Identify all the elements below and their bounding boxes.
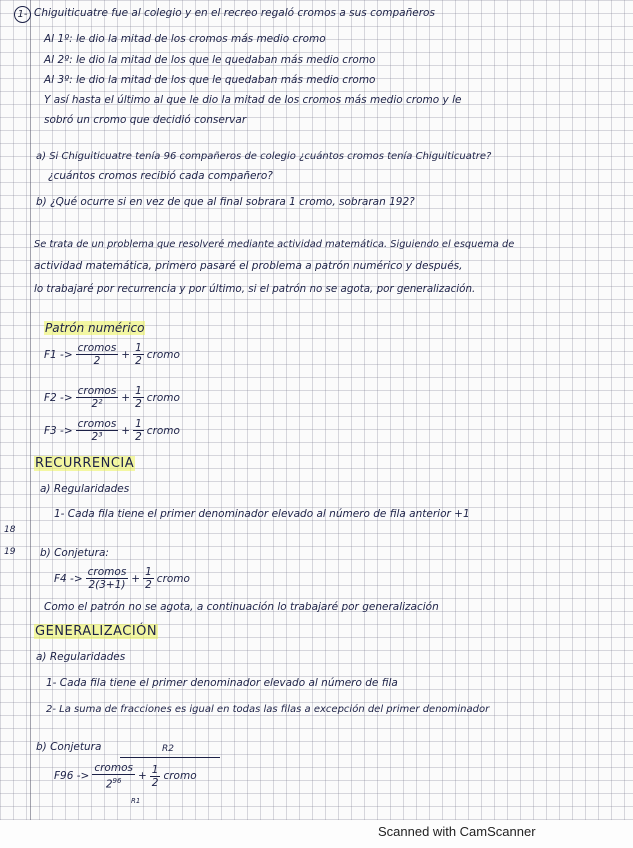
question-a-line-1: a) Si Chiguiticuatre tenía 96 compañeros de colegio ¿cuántos cromos tenía Chiguiticuatre? <box>36 151 492 162</box>
patron-row-2-num: cromos <box>77 385 117 397</box>
recurrencia-conj-label: F4 -> <box>54 572 83 585</box>
patron-row-1-den: 2 <box>93 355 101 367</box>
patron-row-1-unit: cromo <box>146 348 180 361</box>
recurrencia-title <box>34 456 135 471</box>
generalizacion-conj <box>54 762 197 791</box>
problem-line-4: Al 3º: le dio la mitad de los que le quedaban más medio cromo <box>44 74 376 86</box>
recurrencia-conclusion: Como el patrón no se agota, a continuación lo trabajaré por generalización <box>44 601 439 613</box>
patron-row-3-half-num: 1 <box>135 418 142 430</box>
problem-line-2: Al 1º: le dio la mitad de los cromos más medio cromo <box>44 33 326 45</box>
generalizacion-conj-label: F96 -> <box>54 770 90 783</box>
recurrencia-reg-title: a) Regularidades <box>40 483 130 495</box>
patron-row-3-num: cromos <box>77 418 117 430</box>
patron-row-1-label: F1 -> <box>44 348 73 361</box>
generalizacion-reg-1: 1- Cada fila tiene el primer denominador elevado al número de fila <box>46 677 398 689</box>
generalizacion-conj-plus: + <box>137 770 147 783</box>
patron-row-2 <box>44 385 180 410</box>
intro-line-1: Se trata de un problema que resolveré mediante actividad matemática. Siguiendo el esquema de <box>34 239 515 250</box>
recurrencia-conj-num: cromos <box>87 566 127 578</box>
generalizacion-conj-half-den: 2 <box>151 776 159 789</box>
recurrencia-conj-den: 2(3+1) <box>88 579 126 591</box>
question-a-line-2: ¿cuántos cromos recibió cada compañero? <box>48 170 273 182</box>
patron-row-2-half-num: 1 <box>135 385 142 397</box>
generalizacion-conj-title: b) Conjetura <box>36 741 102 753</box>
patron-title-text: Patrón numérico <box>45 321 145 335</box>
patron-row-3-unit: cromo <box>146 424 180 437</box>
problem-line-3: Al 2º: le dio la mitad de los que le quedaban más medio cromo <box>44 54 376 66</box>
generalizacion-conj-num: cromos <box>94 762 133 774</box>
patron-row-1-half-num: 1 <box>135 342 142 354</box>
generalizacion-conj-den <box>106 775 122 791</box>
recurrencia-title-text: RECURRENCIA <box>35 456 135 471</box>
recurrencia-conj-title: b) Conjetura: <box>40 547 109 559</box>
side-number-1: 18 <box>4 525 16 535</box>
patron-row-1-half-den: 2 <box>135 355 142 367</box>
recurrencia-conj-unit: cromo <box>156 572 190 585</box>
generalizacion-conj-unit: cromo <box>163 770 197 783</box>
generalizacion-conj-den-base: 2 <box>105 778 113 791</box>
patron-row-2-den: 2² <box>91 398 103 410</box>
problem-line-5: Y así hasta el último al que le dio la mitad de los cromos más medio cromo y le <box>44 94 462 106</box>
generalizacion-reg-2: 2- La suma de fracciones es igual en todas las filas a excepción del primer denominador <box>46 704 490 715</box>
patron-row-3-plus: + <box>121 424 131 437</box>
r2-bracket <box>120 757 220 758</box>
recurrencia-reg-1: 1- Cada fila tiene el primer denominador elevado al número de fila anterior +1 <box>54 508 470 520</box>
generalizacion-reg-title: a) Regularidades <box>36 651 126 663</box>
recurrencia-conj-half-num: 1 <box>145 566 152 578</box>
patron-row-3-label: F3 -> <box>44 424 73 437</box>
patron-row-1-plus: + <box>121 348 131 361</box>
patron-row-2-plus: + <box>121 391 131 404</box>
patron-row-3-den: 2³ <box>91 431 103 443</box>
recurrencia-conj <box>54 566 190 591</box>
problem-line-1: Chiguiticuatre fue al colegio y en el recreo regaló cromos a sus compañeros <box>34 7 435 19</box>
question-b: b) ¿Qué ocurre si en vez de que al final sobrara 1 cromo, sobraran 192? <box>36 196 415 208</box>
generalizacion-r2-label: R2 <box>162 744 174 754</box>
recurrencia-conj-half-den: 2 <box>145 579 152 591</box>
intro-line-3: lo trabajaré por recurrencia y por último, si el patrón no se agota, por generalización. <box>34 283 476 295</box>
margin-line <box>30 0 31 820</box>
generalizacion-title <box>34 624 158 639</box>
generalizacion-r1-label: R1 <box>131 797 141 805</box>
recurrencia-conj-plus: + <box>131 572 141 585</box>
patron-row-2-unit: cromo <box>146 391 180 404</box>
patron-row-1-num: cromos <box>77 342 117 354</box>
problem-line-6: sobró un cromo que decidió conservar <box>44 114 247 126</box>
patron-row-1 <box>44 342 180 367</box>
intro-line-2: actividad matemática, primero pasaré el problema a patrón numérico y después, <box>34 260 463 272</box>
patron-row-3 <box>44 418 180 443</box>
patron-row-2-label: F2 -> <box>44 391 73 404</box>
generalizacion-title-text: GENERALIZACIÓN <box>35 624 158 639</box>
generalizacion-conj-half-num: 1 <box>151 763 159 776</box>
patron-row-2-half-den: 2 <box>135 398 142 410</box>
patron-title <box>44 322 145 335</box>
problem-number: 1- <box>14 6 31 23</box>
generalizacion-conj-exp: 96 <box>112 777 122 785</box>
side-number-2: 19 <box>4 547 16 557</box>
patron-row-3-half-den: 2 <box>135 431 142 443</box>
scanner-watermark: Scanned with CamScanner <box>378 824 536 839</box>
